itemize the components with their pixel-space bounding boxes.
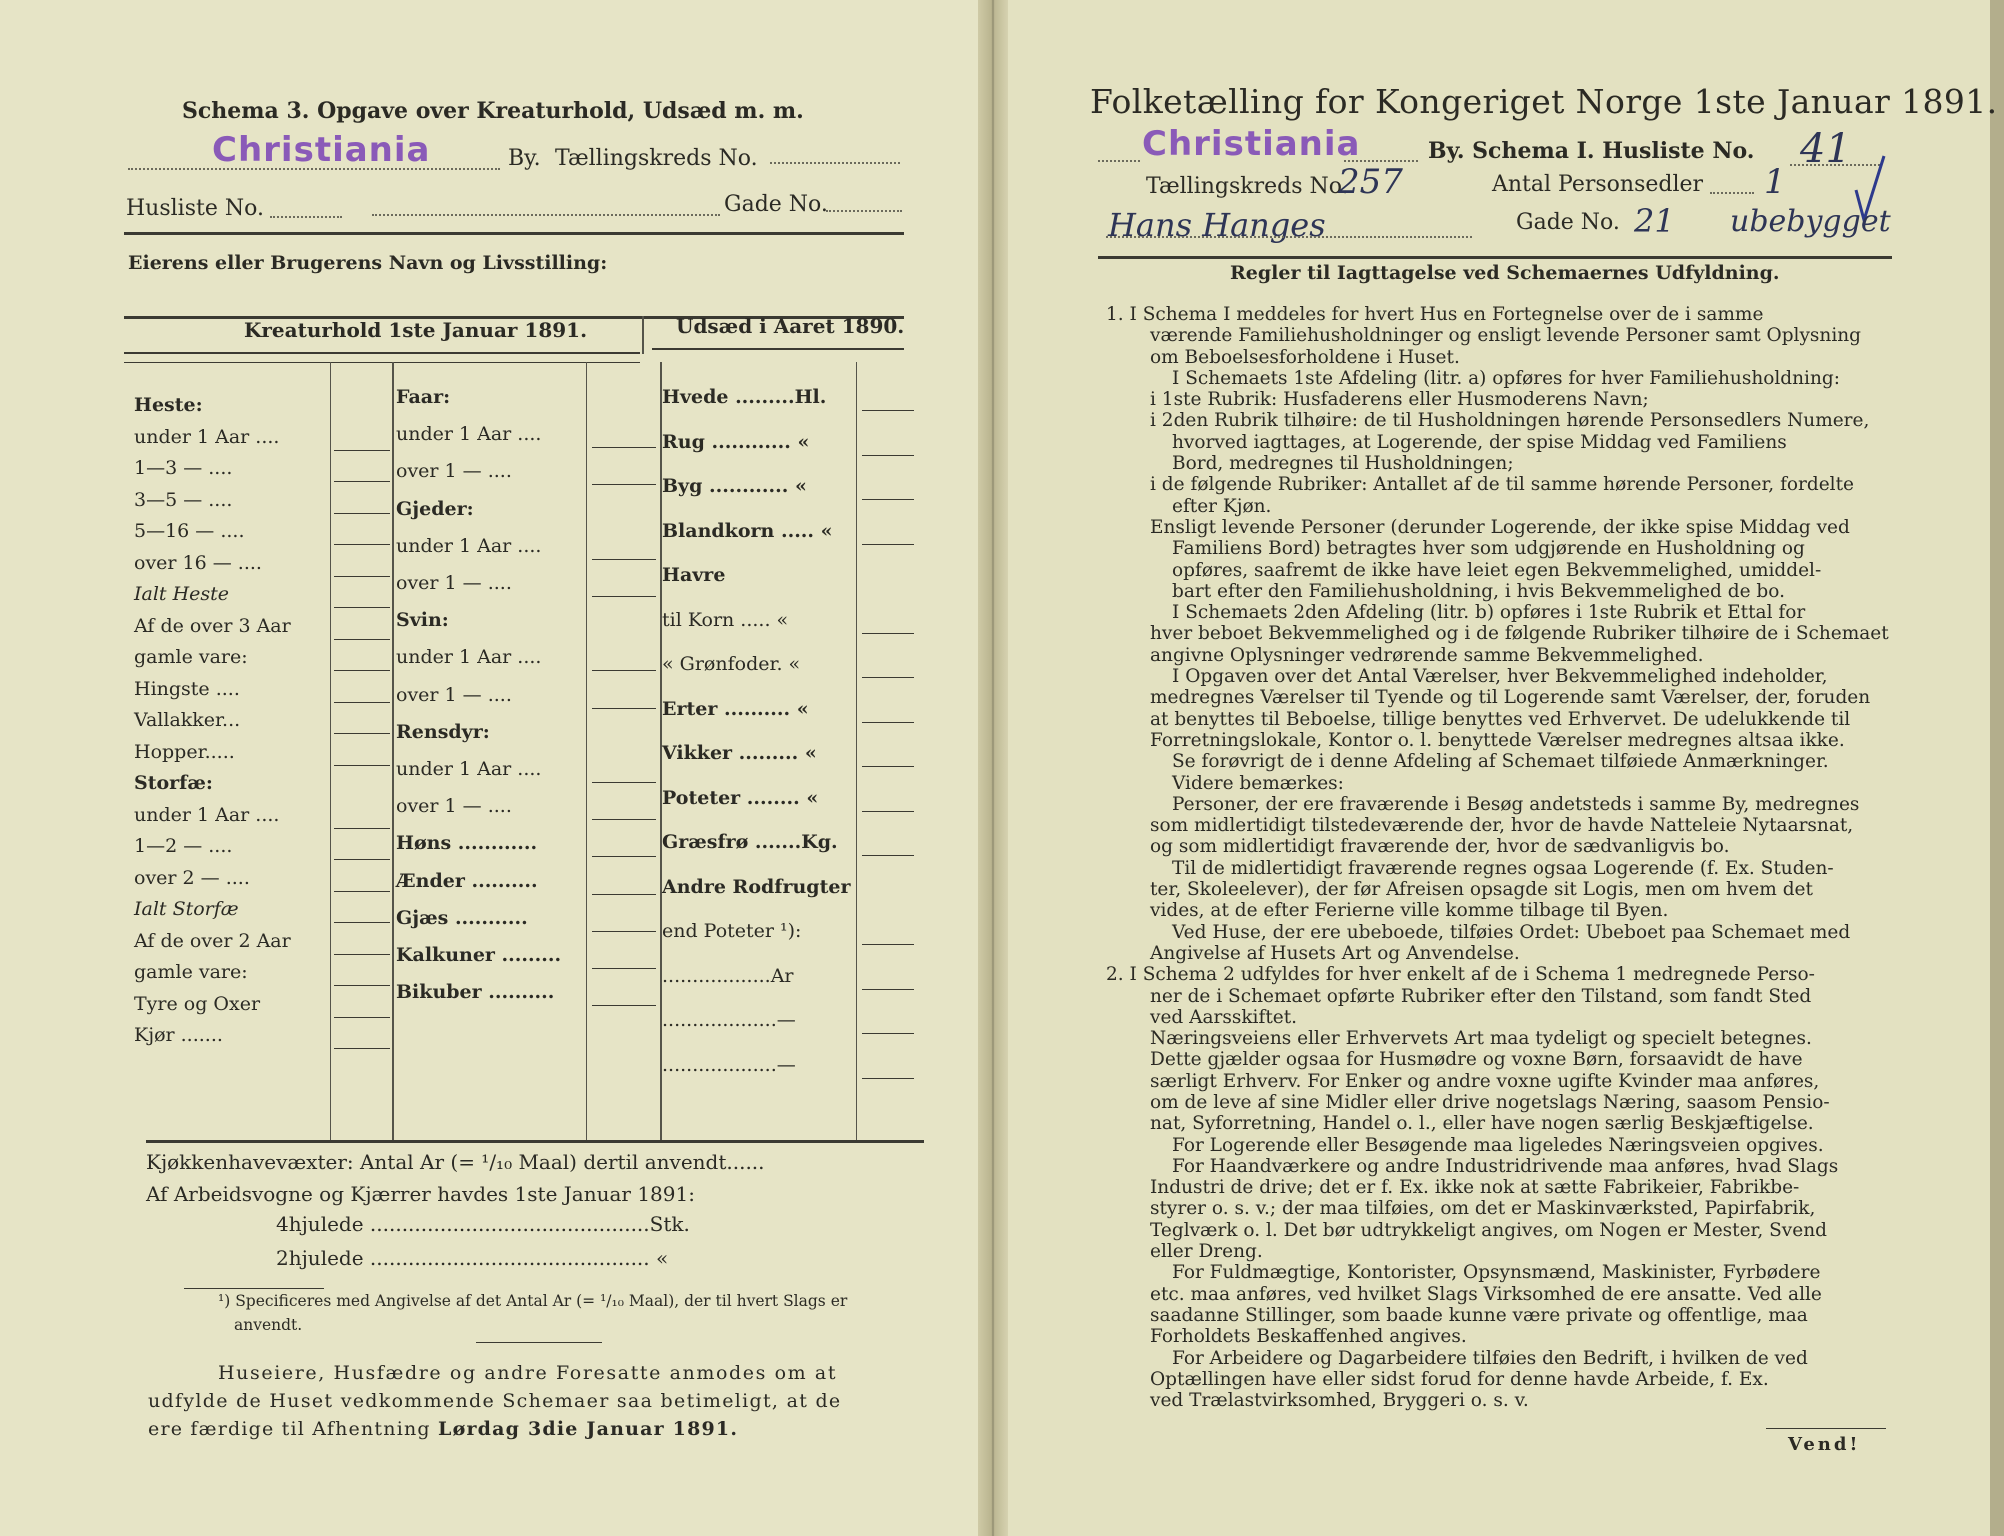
col3-entry-line [862,633,914,634]
col2-label: over 1 — .... [396,460,512,483]
col1-label: 1—3 — .... [134,457,233,479]
footnote-line1: ¹) Specificeres med Angivelse af det Antal Ar (= ¹/₁₀ Maal), der til hvert Slags er [218,1292,848,1310]
rule-line: nat, Syforretning, Handel o. l., eller have nogen særlig Beskjæftigelse. [1150,1113,1814,1135]
census-title: Folketælling for Kongeriget Norge 1ste Januar 1891. [1090,82,1998,121]
rule-line: I Opgaven over det Antal Værelser, hver Bekvemmelighed indeholder, [1172,666,1828,688]
col2-label: Bikuber .......... [396,981,555,1004]
col3-entry-line [862,1078,914,1079]
rule-line: Bord, medregnes til Husholdningen; [1172,453,1514,475]
rule-line: i 1ste Rubrik: Husfaderens eller Husmoderens Navn; [1150,389,1649,411]
footnote-rule [184,1288,324,1289]
col3-entry-line [862,722,914,723]
col3-label: Hvede .........Hl. [662,386,827,408]
head-divider [642,316,644,354]
col2-label: Faar: [396,386,451,408]
col1-entry-line [334,765,390,766]
col2-label: over 1 — .... [396,795,512,818]
rule-line: om de leve af sine Midler eller drive nogetslags Næring, saasom Pensio- [1150,1091,1830,1113]
by-label-left: By. [508,146,541,171]
rule-top-right [1098,256,1892,259]
rule-line: etc. maa anføres, ved hvilket Slags Virksomhed de ere ansatte. Ved alle [1150,1283,1822,1305]
col2-entry-line [592,447,656,448]
col1-label: under 1 Aar .... [134,425,280,448]
col1-label: Heste: [134,394,203,416]
eier-label: Eierens eller Brugerens Navn og Livsstilling: [128,252,608,274]
col3-entry-line [862,455,914,456]
rule-line: Industri de drive; det er f. Ex. ikke nok at sætte Fabrikeier, Fabrikbe- [1150,1177,1800,1199]
udsaed-head-rule [652,348,904,350]
col2-label: over 1 — .... [396,572,512,594]
gade-label-right: Gade No. [1516,210,1620,235]
col1-label: Ialt Heste [134,583,230,605]
rule-line: om Beboelsesforholdene i Huset. [1150,346,1460,368]
schema3-title: Schema 3. Opgave over Kreaturhold, Udsæd m. m. [182,98,804,124]
rule-line: bart efter den Familiehusholdning, i hvis Bekvemmelighed de bo. [1172,580,1785,602]
col3-entry-line [862,677,914,678]
col1-entry-line [334,954,390,955]
rule-line: vides, at de efter Ferierne ville komme tilbage til Byen. [1150,900,1669,922]
col2-label: Ænder .......... [396,869,538,892]
col2-entry-line [592,894,656,895]
col2-entry-line [592,559,656,560]
col1-label: Ialt Storfæ [134,898,239,920]
city-stamp-right: Christiania [1142,124,1361,164]
col2-divider-a [586,362,587,1140]
schema1-label: By. Schema I. Husliste No. [1428,138,1755,164]
col1-entry-line [334,702,390,703]
kjokken-line: Kjøkkenhavevæxter: Antal Ar (= ¹/₁₀ Maal) dertil anvendt...... [146,1150,765,1174]
rule-line: 1. I Schema I meddeles for hvert Hus en Fortegnelse over de i samme [1106,304,1764,325]
rule-line: opføres, saafremt de ikke have leiet egen Bekvemmelighed, umiddel- [1172,559,1822,581]
col1-label: Af de over 2 Aar [134,929,291,952]
col3-label: Vikker ......... « [662,742,817,764]
col1-entry-line [334,450,390,451]
col2-label: Høns ............ [396,832,538,855]
col1-entry-line [334,639,390,640]
tallingskreds-label-left: Tællingskreds No. [555,146,758,171]
col1-entry-line [334,985,390,986]
closing-rule [476,1342,602,1343]
rule-line: som midlertidigt tilstedeværende der, hvor de havde Natteleie Nytaarsnat, [1150,815,1854,837]
rule-line: For Arbeidere og Dagarbeidere tilføies den Bedrift, i hvilken de ved [1172,1347,1808,1369]
rule-line: værende Familiehusholdninger og ensligt levende Personer samt Oplysning [1150,325,1861,347]
col1-entry-line [334,733,390,734]
rule-line: For Logerende eller Besøgende maa ligeledes Næringsveien opgives. [1172,1134,1824,1156]
col2-label: Gjæs ........... [396,906,528,929]
rule-line: eller Dreng. [1150,1241,1263,1263]
rule-line: ved Trælastvirksomhed, Bryggeri o. s. v. [1150,1390,1529,1412]
gade-label-left: Gade No. [724,192,828,217]
page-edge [1990,0,2004,1536]
col3-entry-line [862,811,914,812]
col2-label: Kalkuner ......... [396,944,562,966]
col2-entry-line [592,968,656,969]
col2-label: Rensdyr: [396,720,490,743]
husliste-line [270,216,342,218]
col1-label: under 1 Aar .... [134,803,280,826]
city-lead-dots [1098,160,1140,162]
col1-divider-b [392,362,394,1140]
col3-label: ..................Ar [662,964,794,987]
col1-label: 5—16 — .... [134,520,245,542]
col3-label: Blandkorn ..... « [662,519,833,542]
col2-label: under 1 Aar .... [396,646,542,669]
col3-label: til Korn ..... « [662,608,789,631]
arbeid-line: Af Arbeidsvogne og Kjærrer havdes 1ste Januar 1891: [146,1182,695,1206]
rule-line: styrer o. s. v.; der maa tilføies, om det er Maskinværksted, Papirfabrik, [1150,1198,1816,1220]
antal-label: Antal Personsedler [1492,172,1704,197]
tallingskreds-label-right: Tællingskreds No. [1146,174,1349,199]
col1-label: Vallakker... [134,709,241,731]
rule-line: Videre bemærkes: [1172,772,1344,794]
rules-text [1106,304,1889,1412]
col1-entry-line [334,859,390,860]
col3-label: Poteter ........ « [662,786,819,809]
col1-entry-line [334,922,390,923]
rule-line: særligt Erhverv. For Enker og andre voxne ugifte Kvinder maa anføres, [1150,1070,1820,1092]
col3-label: « Grønfoder. « [662,653,801,675]
head-kreatur: Kreaturhold 1ste Januar 1891. [244,318,588,342]
col1-label: over 16 — .... [134,551,262,574]
rule-line: Ved Huse, der ere ubeboede, tilføies Ordet: Ubeboet paa Schemaet med [1172,921,1851,943]
hjul2-line: 2hjulede ............................................ « [276,1246,669,1270]
col1-label: Tyre og Oxer [134,992,261,1015]
col3-label: ...................— [662,1053,796,1076]
col2-entry-line [592,484,656,485]
rule-line: ved Aarsskiftet. [1150,1006,1298,1028]
col1-entry-line [334,544,390,545]
col2-entry-line [592,708,656,709]
col3-label: Havre [662,564,726,586]
gade-no-line [826,210,902,212]
col2-entry-line [592,782,656,783]
col2-entry-line [592,819,656,820]
col3-entry-line [862,989,914,990]
rule-line: Teglværk o. l. Det bør udtrykkeligt angives, om Nogen er Mester, Svend [1150,1219,1827,1241]
closing-line3-text: ere færdige til Afhentning [148,1418,439,1440]
tallingskreds-line [770,162,900,164]
col3-label: Erter .......... « [662,697,809,720]
rule-line: angivne Oplysninger vedrørende samme Bekvemmelighed. [1150,644,1704,666]
husliste-no-hand: 41 [1800,126,1851,172]
col3-label: ...................— [662,1009,796,1031]
gade-line [372,214,720,216]
col2-label: under 1 Aar .... [396,423,542,446]
col1-entry-line [334,1017,390,1018]
col3-divider [856,362,857,1140]
rule-line: Angivelse af Husets Art og Anvendelse. [1150,942,1520,964]
rule-line: hvorved iagttages, at Logerende, der spise Middag ved Familiens [1172,431,1787,453]
col1-entry-line [334,828,390,829]
antal-line [1710,192,1754,194]
col1-label: gamle vare: [134,961,248,983]
closing-line1: Huseiere, Husfædre og andre Foresatte anmodes om at [218,1362,838,1384]
col1-entry-line [334,481,390,482]
col1-entry-line [334,513,390,514]
col3-label: Rug ............ « [662,430,810,453]
col1-entry-line [334,670,390,671]
col2-label: Gjeder: [396,497,474,520]
col1-label: Hingste .... [134,677,240,700]
kreatur-head-rule2 [124,362,640,363]
col2-entry-line [592,1005,656,1006]
col1-label: Storfæ: [134,772,213,794]
head-udsaed: Udsæd i Aaret 1890. [676,314,905,338]
rule-line: Til de midlertidigt fraværende regnes ogsaa Logerende (f. Ex. Studen- [1172,857,1834,879]
col3-label: end Poteter ¹): [662,920,802,942]
rule-line: at benyttes til Beboelse, tillige benyttes ved Erhvervet. De udelukkende til [1150,708,1851,730]
rule-line: 2. I Schema 2 udfyldes for hver enkelt af de i Schema 1 medregnede Perso- [1106,964,1815,986]
rule-line: ter, Skoleelever), der før Afreisen opsagde sit Logis, men om hvem det [1150,879,1813,901]
hjul4-line: 4hjulede ............................................Stk. [276,1212,690,1236]
rule-line: I Schemaets 2den Afdeling (litr. b) opføres i 1ste Rubrik et Ettal for [1172,602,1806,624]
rule-line: medregnes Værelser til Tyende og til Logerende samt Værelser, der, foruden [1150,687,1871,709]
col3-label: Græsfrø .......Kg. [662,831,838,853]
rule-line: ner de i Schemaet opførte Rubriker efter den Tilstand, som fandt Sted [1150,985,1812,1007]
husliste-label-left: Husliste No. [126,196,264,221]
col1-label: 3—5 — .... [134,488,233,511]
street-line [1106,236,1472,238]
col1-entry-line [334,1048,390,1049]
rule-line: Familiens Bord) betragtes hver som udgjørende en Husholdning og [1172,538,1805,560]
col1-label: Af de over 3 Aar [134,614,291,637]
rule-line: Næringsveiens eller Erhvervets Art maa tydeligt og specielt betegnes. [1150,1028,1812,1050]
regler-title: Regler til Iagttagelse ved Schemaernes Udfyldning. [1230,262,1780,284]
antal-no-hand: 1 [1764,162,1786,202]
city-line [128,168,500,170]
rule-line: I Schemaets 1ste Afdeling (litr. a) opføres for hver Familiehusholdning: [1172,367,1840,389]
kreatur-head-rule [124,352,640,354]
col3-entry-line [862,855,914,856]
col3-entry-line [862,1033,914,1034]
rule-line: Ensligt levende Personer (derunder Logerende, der ikke spise Middag ved [1150,516,1850,538]
col2-entry-line [592,856,656,857]
col3-label: Byg ............ « [662,475,807,497]
rule-line: i 2den Rubrik tilhøire: de til Husholdningen hørende Personsedlers Numere, [1150,410,1870,432]
rule-line: For Haandværkere og andre Industridrivende maa anføres, hvad Slags [1172,1155,1839,1177]
rule-line: Dette gjælder ogsaa for Husmødre og voxne Børn, forsaavidt de have [1150,1049,1803,1071]
footnote-line2: anvendt. [234,1316,303,1334]
rule-line: For Fuldmægtige, Kontorister, Opsynsmænd, Maskinister, Fyrbødere [1172,1262,1821,1284]
rule-line: hver beboet Bekvemmelighed og i de følgende Rubriker tilhøire de i Schemaet [1150,623,1889,645]
col1-label: over 2 — .... [134,866,250,889]
col1-label: Kjør ....... [134,1024,223,1046]
col3-entry-line [862,944,914,945]
col1-entry-line [334,576,390,577]
col1-label: Hopper..... [134,740,235,763]
rule-line: i de følgende Rubriker: Antallet af de til samme hørende Personer, fordelte [1150,474,1854,496]
gade-note-hand: ubebygget [1730,204,1891,239]
closing-line2: udfylde de Huset vedkommende Schemaer saa betimeligt, at de [148,1390,842,1412]
vend-label: Vend! [1788,1434,1861,1455]
tallingskreds-no-hand: 257 [1338,162,1403,202]
rule-line: saadanne Stillinger, som baade kunne være private og offentlige, maa [1150,1304,1808,1326]
rule-line: efter Kjøn. [1172,495,1272,517]
col2-label: Svin: [396,609,449,632]
col2-label: under 1 Aar .... [396,758,542,780]
col3-entry-line [862,499,914,500]
closing-line3 [148,1418,738,1440]
col1-label: 1—2 — .... [134,835,233,857]
col3-entry-line [862,410,914,411]
gade-no-hand: 21 [1634,202,1675,240]
rule-top-left [124,232,904,235]
rule-line: Optællingen have eller sidst forud for denne havde Arbeide, f. Ex. [1150,1368,1769,1390]
rule-line: Se forøvrigt de i denne Afdeling af Schemaet tilføiede Anmærkninger. [1172,751,1829,773]
rule-line: Forretningslokale, Kontor o. l. benyttede Værelser medregnes altsaa ikke. [1150,729,1845,751]
col2-label: under 1 Aar .... [396,534,542,557]
street-name-hand: Hans Hanges [1108,206,1326,244]
book-gutter [978,0,1008,1536]
col1-entry-line [334,607,390,608]
col1-divider-a [330,362,331,1140]
rule-line: Forholdets Beskaffenhed angives. [1150,1326,1467,1348]
vend-rule [1766,1428,1886,1429]
col1-entry-line [334,891,390,892]
col2-entry-line [592,931,656,932]
rule-line: og som midlertidigt fraværende der, hvor de sædvanligvis bo. [1150,836,1730,858]
col1-label: gamle vare: [134,646,248,668]
col2-label: over 1 — .... [396,683,512,706]
table-bottom-rule [146,1140,924,1143]
col2-entry-line [592,670,656,671]
col3-entry-line [862,544,914,545]
col3-label: Andre Rodfrugter [662,875,851,898]
col3-entry-line [862,766,914,767]
rule-line: Personer, der ere fraværende i Besøg andetsteds i samme By, medregnes [1172,793,1860,815]
col2-entry-line [592,596,656,597]
city-stamp-left: Christiania [212,130,431,170]
closing-date: Lørdag 3die Januar 1891. [438,1418,739,1440]
